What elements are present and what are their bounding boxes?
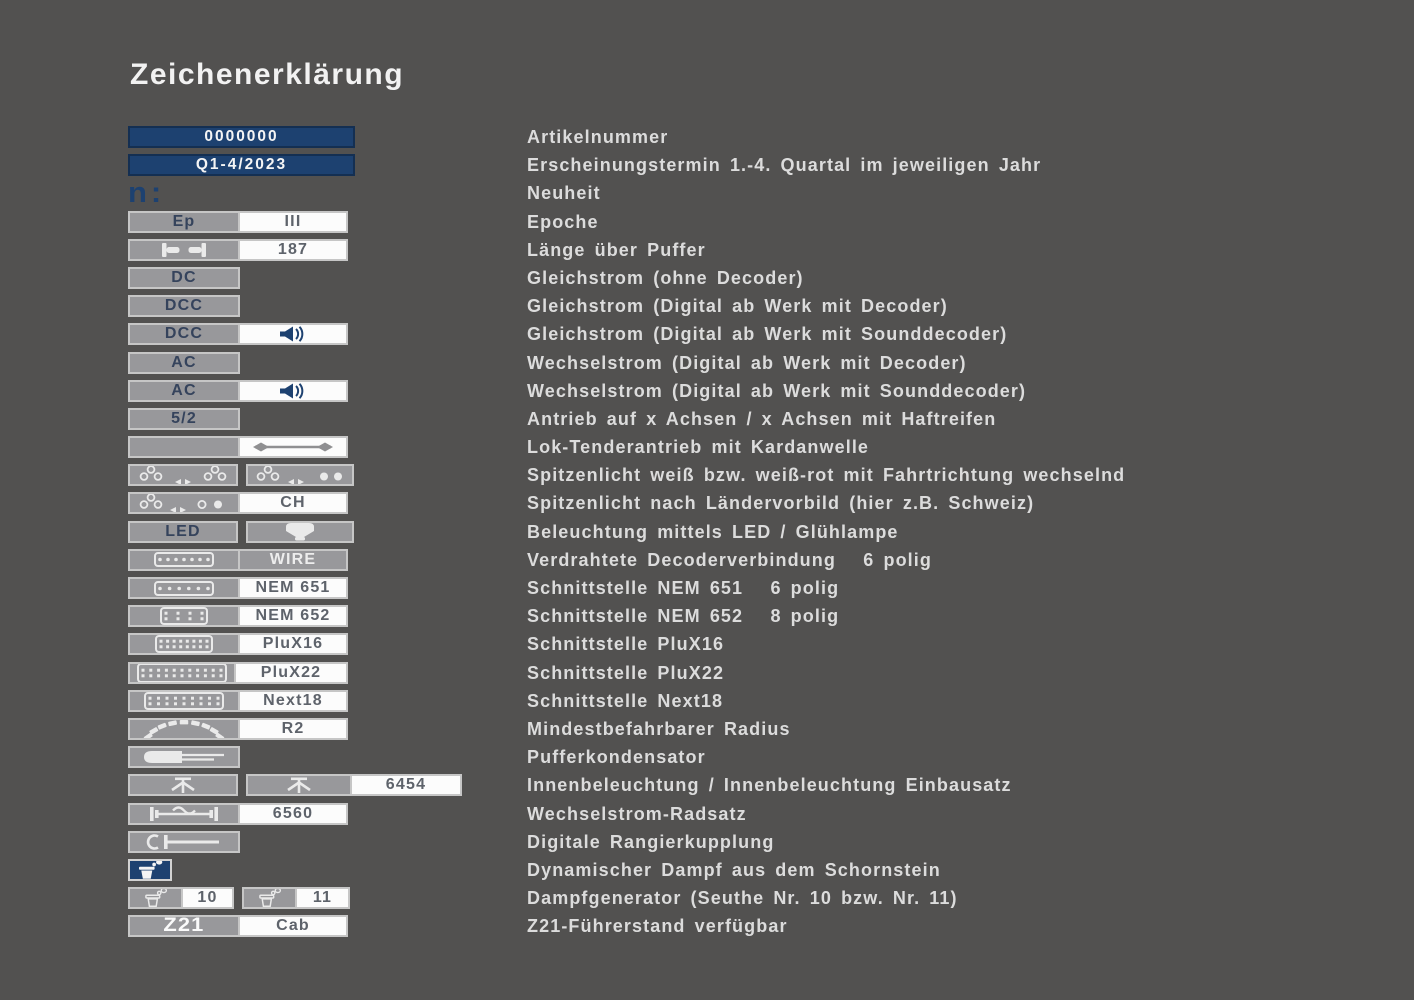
badge-column [128, 633, 527, 655]
wire-connector-icon [130, 551, 238, 569]
row-description: Mindestbefahrbarer Radius [527, 718, 791, 739]
badge-label: CH [280, 494, 306, 512]
legend-badge [128, 323, 348, 345]
badge-column [128, 774, 527, 796]
speaker-icon [238, 382, 346, 400]
legend-row [128, 803, 1125, 825]
badge-column [128, 605, 527, 627]
legend-badge [128, 352, 240, 374]
legend-badge [128, 831, 240, 853]
badge-column [128, 323, 527, 345]
legend-badge [128, 915, 348, 937]
badge-column [128, 352, 527, 374]
legend-badge [128, 436, 348, 458]
z21-logo: Z21 [163, 917, 205, 936]
row-description: Beleuchtung mittels LED / Glühlampe [527, 521, 899, 542]
badge-column [128, 859, 527, 881]
badge-column [128, 211, 527, 233]
legend-row [128, 549, 1125, 571]
row-description: Artikelnummer [527, 127, 669, 147]
legend-row [128, 323, 1125, 345]
legend-row [128, 380, 1125, 402]
badge-column [128, 577, 527, 599]
buffer-length-icon [130, 241, 238, 259]
headlight-country-icon [130, 494, 238, 512]
badge-column [128, 831, 527, 853]
legend-row [128, 295, 1125, 317]
badge-column [128, 408, 527, 430]
badge-column [128, 718, 527, 740]
badge-label: NEM 652 [255, 607, 331, 625]
legend-badge [128, 690, 348, 712]
legend-badge [128, 492, 348, 514]
badge-label: Ep [172, 212, 196, 230]
legend-badge [246, 464, 354, 486]
headlight-white-red-icon [248, 466, 352, 484]
badge-column [128, 662, 527, 684]
legend-row [128, 408, 1125, 430]
legend-row [128, 464, 1125, 486]
legend-badge [128, 267, 240, 289]
legend-row [128, 633, 1125, 655]
row-description: Länge über Puffer [527, 239, 706, 260]
steam-outline-icon [244, 889, 295, 907]
row-description: Wechselstrom (Digital ab Werk mit Decoder) [527, 352, 967, 373]
plux16-connector-icon [130, 635, 238, 653]
row-description: Antrieb auf x Achsen / x Achsen mit Haftreifen [527, 408, 997, 429]
wheelset-icon [130, 805, 238, 823]
legend-row [128, 211, 1125, 233]
legend-row [128, 605, 1125, 627]
interior-light-icon [130, 776, 236, 794]
legend-badge [128, 803, 348, 825]
nem652-connector-icon [130, 607, 238, 625]
badge-label: 6560 [272, 804, 314, 822]
badge-label: AC [171, 381, 197, 399]
badge-column [128, 887, 527, 909]
neuheit-logo: n: [128, 182, 166, 205]
legend-row [128, 436, 1125, 458]
legend-row [128, 239, 1125, 261]
badge-column [128, 492, 527, 514]
badge-label: 10 [197, 889, 218, 907]
row-description: Schnittstelle PluX22 [527, 662, 725, 683]
legend-badge [128, 746, 240, 768]
legend-row [128, 521, 1125, 543]
plux22-connector-icon [130, 664, 234, 682]
legend-badge [128, 126, 355, 148]
legend-row [128, 746, 1125, 768]
badge-column [128, 746, 527, 768]
row-description: Verdrahtete Decoderverbindung 6 polig [527, 549, 932, 570]
legend-badge [128, 182, 258, 204]
badge-column [128, 380, 527, 402]
legend-badge [246, 521, 354, 543]
legend-badge [246, 774, 462, 796]
legend-badge [128, 887, 234, 909]
legend-row [128, 154, 1125, 176]
legend-badge [128, 154, 355, 176]
legend-row [128, 492, 1125, 514]
badge-column [128, 154, 527, 176]
legend-badge [128, 380, 348, 402]
row-description: Neuheit [527, 183, 601, 204]
speaker-icon [238, 325, 346, 343]
coupling-icon [130, 833, 238, 851]
legend-list [128, 126, 1125, 943]
badge-column [128, 126, 527, 148]
badge-label: WIRE [269, 550, 317, 568]
badge-column [128, 295, 527, 317]
badge-column [128, 690, 527, 712]
row-description: Z21-Führerstand verfügbar [527, 916, 788, 937]
page-title: Zeichenerklärung [130, 58, 405, 91]
badge-label: LED [165, 522, 201, 540]
steam-outline-icon [130, 889, 181, 907]
min-radius-icon [130, 720, 238, 738]
interior-light-icon [248, 776, 350, 794]
legend-badge [128, 605, 348, 627]
badge-column [128, 803, 527, 825]
legend-badge [128, 408, 240, 430]
steam-filled-icon [130, 861, 170, 879]
legend-badge [128, 211, 348, 233]
legend-badge [128, 718, 348, 740]
next18-connector-icon [130, 692, 238, 710]
bulb-icon [248, 523, 352, 541]
row-description: Erscheinungstermin 1.-4. Quartal im jeweiligen Jahr [527, 155, 1042, 176]
legend-row [128, 887, 1125, 909]
legend-badge [128, 577, 348, 599]
row-description: Schnittstelle Next18 [527, 690, 724, 711]
legend-badge [128, 774, 238, 796]
legend-badge [128, 633, 348, 655]
badge-label: Next18 [263, 691, 323, 709]
badge-label: PluX22 [260, 663, 322, 681]
badge-label: R2 [281, 719, 305, 737]
badge-column [128, 464, 527, 486]
row-description: Pufferkondensator [527, 747, 706, 768]
legend-badge [128, 859, 172, 881]
row-description: Lok-Tenderantrieb mit Kardanwelle [527, 437, 870, 458]
badge-label: NEM 651 [255, 579, 331, 596]
headlight-white-icon [130, 466, 236, 484]
badge-column [128, 182, 527, 204]
legend-row [128, 182, 1125, 204]
legend-row [128, 662, 1125, 684]
badge-label: 0000000 [204, 128, 279, 146]
badge-column [128, 239, 527, 261]
legend-row [128, 690, 1125, 712]
row-description: Wechselstrom-Radsatz [527, 803, 747, 824]
badge-label: PluX16 [262, 635, 324, 653]
legend-badge [128, 295, 240, 317]
row-description: Gleichstrom (Digital ab Werk mit Sounddecoder) [527, 324, 1008, 345]
row-description: Dampfgenerator (Seuthe Nr. 10 bzw. Nr. 11) [527, 888, 958, 909]
badge-label: 11 [312, 889, 333, 907]
badge-label: 187 [277, 240, 309, 258]
badge-label: AC [171, 353, 197, 371]
badge-label: DCC [164, 325, 204, 343]
legend-badge [128, 521, 238, 543]
badge-column [128, 436, 527, 458]
nem651-connector-icon [130, 579, 238, 597]
capacitor-icon [130, 748, 238, 766]
row-description: Digitale Rangierkupplung [527, 831, 775, 852]
badge-label: Q1-4/2023 [195, 156, 288, 174]
row-description: Schnittstelle NEM 651 6 polig [527, 578, 840, 598]
badge-column [128, 549, 527, 571]
legend-badge [242, 887, 350, 909]
badge-label: DCC [164, 297, 204, 315]
row-description: Schnittstelle PluX16 [527, 634, 725, 655]
legend-row [128, 718, 1125, 740]
badge-label: 5/2 [171, 409, 197, 427]
legend-badge [128, 662, 348, 684]
legend-row [128, 915, 1125, 937]
row-description: Wechselstrom (Digital ab Werk mit Sounddecoder) [527, 380, 1027, 401]
badge-column [128, 267, 527, 289]
legend-row [128, 831, 1125, 853]
badge-label: DC [171, 268, 197, 286]
legend-badge [128, 464, 238, 486]
row-description: Innenbeleuchtung / Innenbeleuchtung Einbausatz [527, 775, 1012, 796]
legend-badge [128, 239, 348, 261]
row-description: Dynamischer Dampf aus dem Schornstein [527, 859, 941, 880]
legend-row [128, 577, 1125, 599]
row-description: Spitzenlicht weiß bzw. weiß-rot mit Fahrtrichtung wechselnd [527, 465, 1126, 486]
badge-label: Cab [276, 917, 310, 935]
legend-row [128, 267, 1125, 289]
cardan-shaft-icon [238, 438, 346, 456]
legend-row [128, 352, 1125, 374]
badge-column [128, 915, 527, 937]
badge-label: III [284, 212, 302, 230]
legend-badge [128, 549, 348, 571]
badge-column [128, 521, 527, 543]
badge-label: 6454 [385, 776, 427, 794]
row-description: Gleichstrom (Digital ab Werk mit Decoder) [527, 296, 948, 317]
legend-row [128, 126, 1125, 148]
legend-row [128, 859, 1125, 881]
row-description: Spitzenlicht nach Ländervorbild (hier z.B. Schweiz) [527, 493, 1035, 514]
row-description: Schnittstelle NEM 652 8 polig [527, 606, 840, 627]
row-description: Gleichstrom (ohne Decoder) [527, 267, 804, 288]
row-description: Epoche [527, 211, 599, 232]
legend-row [128, 774, 1125, 796]
